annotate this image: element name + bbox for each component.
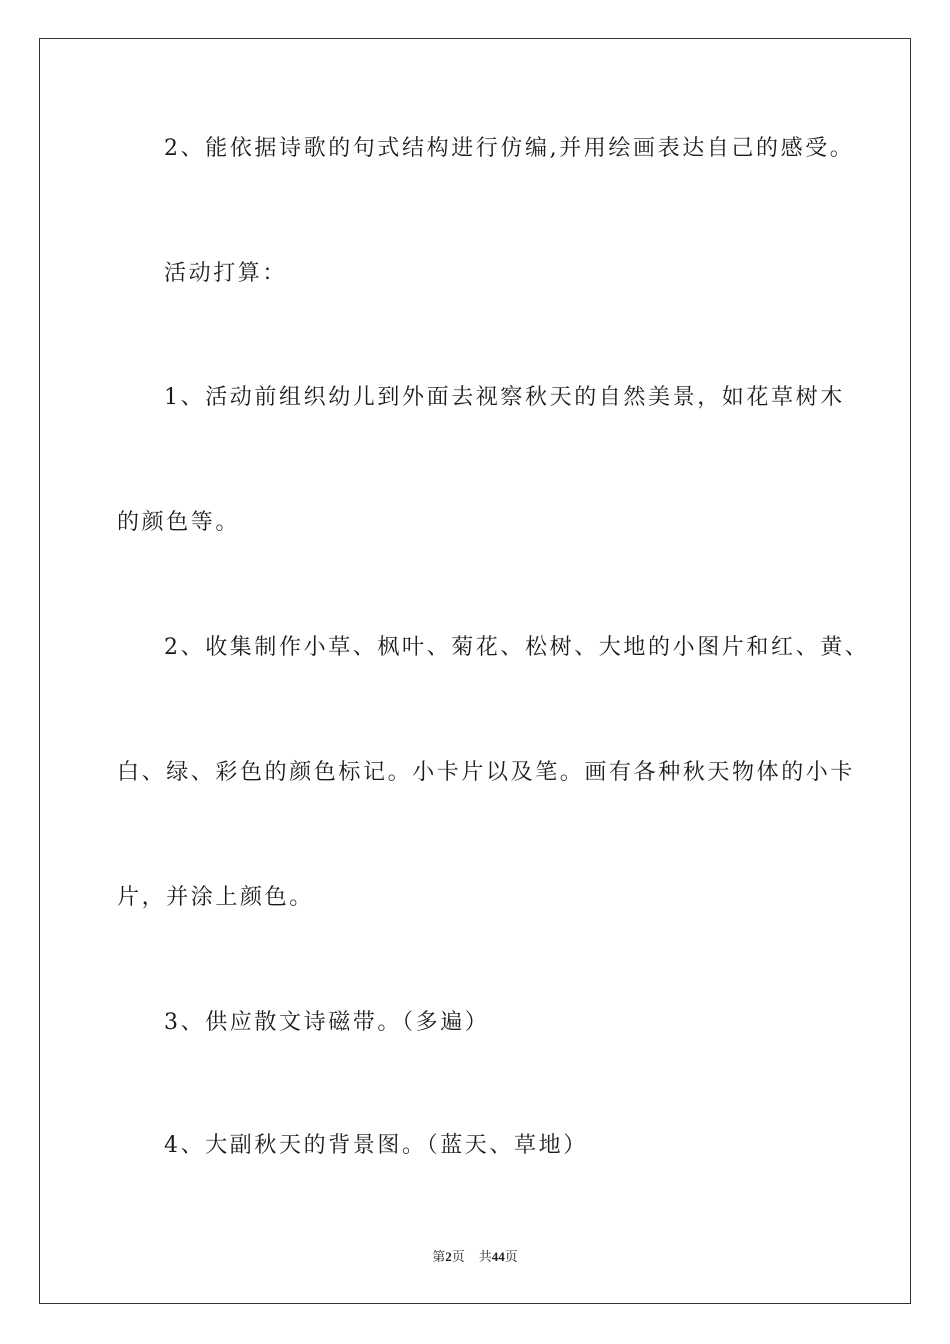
footer-total-pages: 44 — [491, 1249, 505, 1264]
footer-page-number: 2 — [445, 1249, 452, 1264]
footer-page-prefix: 第 — [432, 1249, 446, 1264]
text-line-plan-3: 3、供应散文诗磁带。（多遍） — [164, 1010, 490, 1035]
text-line-plan-4: 4、大副秋天的背景图。（蓝天、草地） — [164, 1133, 588, 1158]
text-line-plan-1-cont: 的颜色等。 — [117, 510, 241, 535]
text-line-plan-1: 1、活动前组织幼儿到外面去视察秋天的自然美景，如花草树木 — [164, 385, 845, 410]
page-border — [39, 38, 911, 1304]
text-line-plan-2: 2、收集制作小草、枫叶、菊花、松树、大地的小图片和红、黄、 — [164, 635, 870, 660]
footer-total-prefix: 共 — [478, 1249, 492, 1264]
footer-total-suffix: 页 — [504, 1249, 518, 1264]
section-heading-activity-plan: 活动打算： — [164, 261, 288, 286]
text-line-goal-2: 2、能依据诗歌的句式结构进行仿编,并用绘画表达自己的感受。 — [164, 136, 855, 161]
text-line-plan-2-cont2: 片，并涂上颜色。 — [117, 885, 314, 910]
text-line-plan-2-cont: 白、绿、彩色的颜色标记。小卡片以及笔。画有各种秋天物体的小卡 — [117, 760, 856, 785]
footer-page-suffix: 页 — [451, 1249, 465, 1264]
page-footer — [0, 1248, 950, 1266]
